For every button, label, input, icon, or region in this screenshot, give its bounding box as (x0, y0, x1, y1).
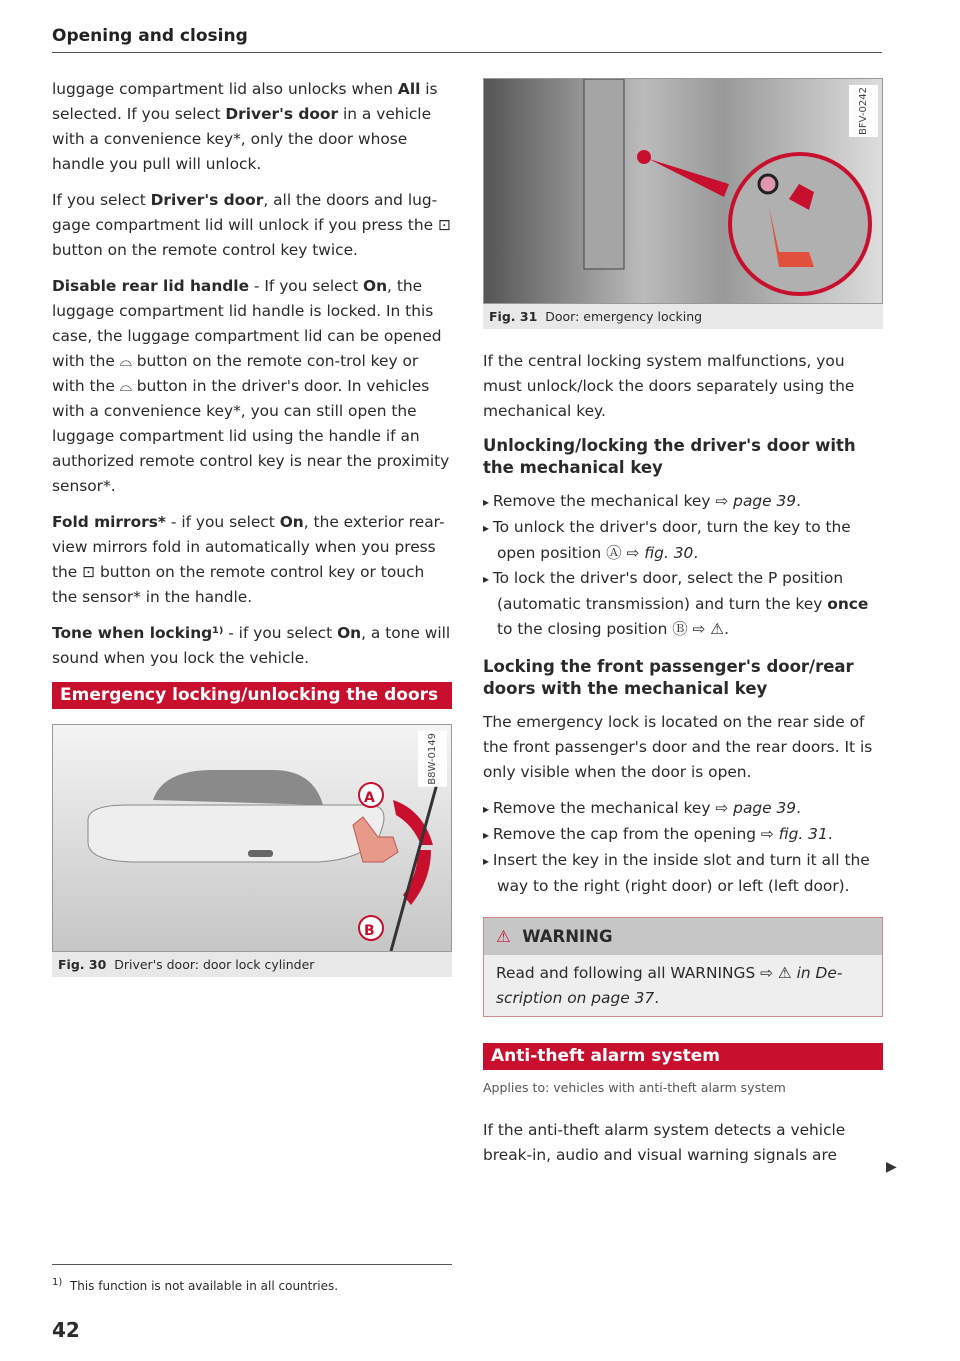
text-segment: fig. 31 (778, 825, 828, 843)
warning-box (483, 917, 883, 1017)
figure-number: Fig. 30 (58, 957, 107, 972)
text-segment: On (363, 277, 388, 295)
text-segment: in De-scription on page 37 (496, 964, 843, 1007)
text-segment: is selected. If you select (52, 80, 438, 123)
door-handle-illustration (52, 724, 452, 952)
text-segment: On (337, 624, 362, 642)
text-segment: once (827, 595, 869, 613)
text-segment: . (796, 492, 801, 510)
text-segment: Remove the cap from the opening ⇨ (492, 825, 779, 843)
figure-31 (483, 78, 883, 329)
text-segment: To unlock the driver's door, turn the key to the open position Ⓐ ⇨ (492, 518, 851, 562)
door-handle-drawing (53, 725, 451, 951)
text-segment: Tone when locking¹⁾ (52, 624, 224, 642)
text-segment: , a tone will sound when you lock the vehicle. (52, 624, 451, 667)
step (483, 822, 883, 848)
text-segment: To lock the driver's door, select the P position (automatic transmission) and turn the key (492, 569, 844, 613)
text-segment: Remove the mechanical key ⇨ (492, 492, 734, 510)
door-emergency-lock-drawing (484, 79, 882, 303)
paragraph (52, 188, 452, 263)
footnote-divider (52, 1264, 452, 1265)
caption-text: Door: emergency locking (545, 309, 703, 324)
paragraph (483, 710, 883, 785)
text-segment: Driver's door (225, 105, 339, 123)
footnote-text: This function is not available in all countries. (69, 1279, 339, 1293)
text-segment: Read and following all WARNINGS ⇨ ⚠ (496, 964, 797, 982)
text-segment: On (279, 513, 304, 531)
subheading-passenger-doors: Locking the front passenger's door/rear doors with the mechanical key (483, 657, 854, 698)
section-heading-emergency: Emergency locking/unlocking the doors (52, 682, 452, 709)
position-a-label: A (364, 790, 375, 806)
figure-caption (483, 304, 883, 329)
step (483, 515, 883, 566)
footnote-mark: 1) (52, 1277, 63, 1288)
paragraph (483, 349, 883, 424)
subheading-driver-door: Unlocking/locking the driver's door with the mechanical key (483, 436, 856, 477)
figure-code: BFV-0242 (849, 85, 878, 137)
header-divider (52, 52, 882, 53)
paragraph (483, 1118, 883, 1168)
caption-text: Driver's door: door lock cylinder (114, 957, 315, 972)
text-segment: Disable rear lid handle (52, 277, 250, 295)
warning-title: WARNING (522, 927, 613, 946)
text-segment: . (654, 989, 660, 1007)
door-lock-illustration (483, 78, 883, 304)
page-number: 42 (52, 1318, 80, 1342)
text-segment: Remove the mechanical key ⇨ (492, 799, 734, 817)
text-segment: Driver's door (150, 191, 264, 209)
text-segment: page 39 (733, 492, 797, 510)
text-segment: , the luggage compartment lid handle is locked. In this case, the luggage compartment lid can be opened with the ⌓ button on the remote con-trol key or with the ⌓ button in the driver's door. In vehicles with a convenience key*, you can still open the luggage compartment lid using the handle if an authorized remote control key is near the proximity sensor*. (52, 277, 450, 495)
warning-header (484, 918, 882, 955)
text-segment: Insert the key in the inside slot and turn it all the way to the right (right door) or left (left door). (492, 851, 870, 895)
text-segment: , the exterior rear-view mirrors fold in automatically when you press the ⊡ button on the remote control key or touch the sensor* in the handle. (52, 513, 445, 606)
text-segment: The emergency lock is located on the rear side of the front passenger's door and the rear doors. It is only visible when the door is open. (483, 713, 873, 781)
warning-triangle-icon: ⚠ (496, 927, 511, 946)
text-segment: , all the doors and lug-gage compartment lid will unlock if you press the ⊡ button on the remote control key twice. (52, 191, 451, 259)
warning-body (484, 955, 882, 1016)
figure-30 (52, 724, 452, 977)
text-segment: If the central locking system malfunctions, you must unlock/lock the doors separately using the mechanical key. (483, 352, 855, 420)
step (483, 566, 883, 642)
text-segment: If the anti-theft alarm system detects a vehicle break-in, audio and visual warning signals are (483, 1121, 846, 1164)
figure-number: Fig. 31 (489, 309, 538, 324)
continue-arrow-icon: ▶ (886, 1159, 897, 1175)
text-segment: If you select (52, 191, 151, 209)
left-column (52, 77, 452, 977)
applies-to-note: Applies to: vehicles with anti-theft alarm system (483, 1080, 786, 1095)
text-segment: page 39 (733, 799, 797, 817)
text-segment: - if you select (165, 513, 280, 531)
text-segment: - If you select (249, 277, 363, 295)
figure-code: B8W-0149 (418, 731, 447, 787)
text-segment: - if you select (223, 624, 338, 642)
step (483, 489, 883, 515)
page-header-title: Opening and closing (52, 26, 248, 46)
text-segment: Fold mirrors* (52, 513, 166, 531)
text-segment: . (796, 799, 801, 817)
text-segment: in a vehicle with a convenience key*, only the door whose handle you pull will unlock. (52, 105, 432, 173)
footnote (52, 1277, 338, 1293)
figure-caption (52, 952, 452, 977)
right-column (483, 78, 883, 1179)
section-heading-anti-theft: Anti-theft alarm system (483, 1043, 883, 1070)
step (483, 796, 883, 822)
paragraph (52, 274, 452, 499)
paragraph (52, 77, 452, 177)
position-b-label: B (364, 923, 375, 939)
text-segment: All (397, 80, 421, 98)
paragraph (52, 621, 452, 671)
paragraph (52, 510, 452, 610)
text-segment: luggage compartment lid also unlocks when (52, 80, 398, 98)
step (483, 848, 883, 899)
text-segment: to the closing position Ⓑ ⇨ ⚠. (497, 620, 729, 638)
text-segment: fig. 30 (644, 544, 694, 562)
text-segment: . (693, 544, 699, 562)
text-segment: . (827, 825, 833, 843)
